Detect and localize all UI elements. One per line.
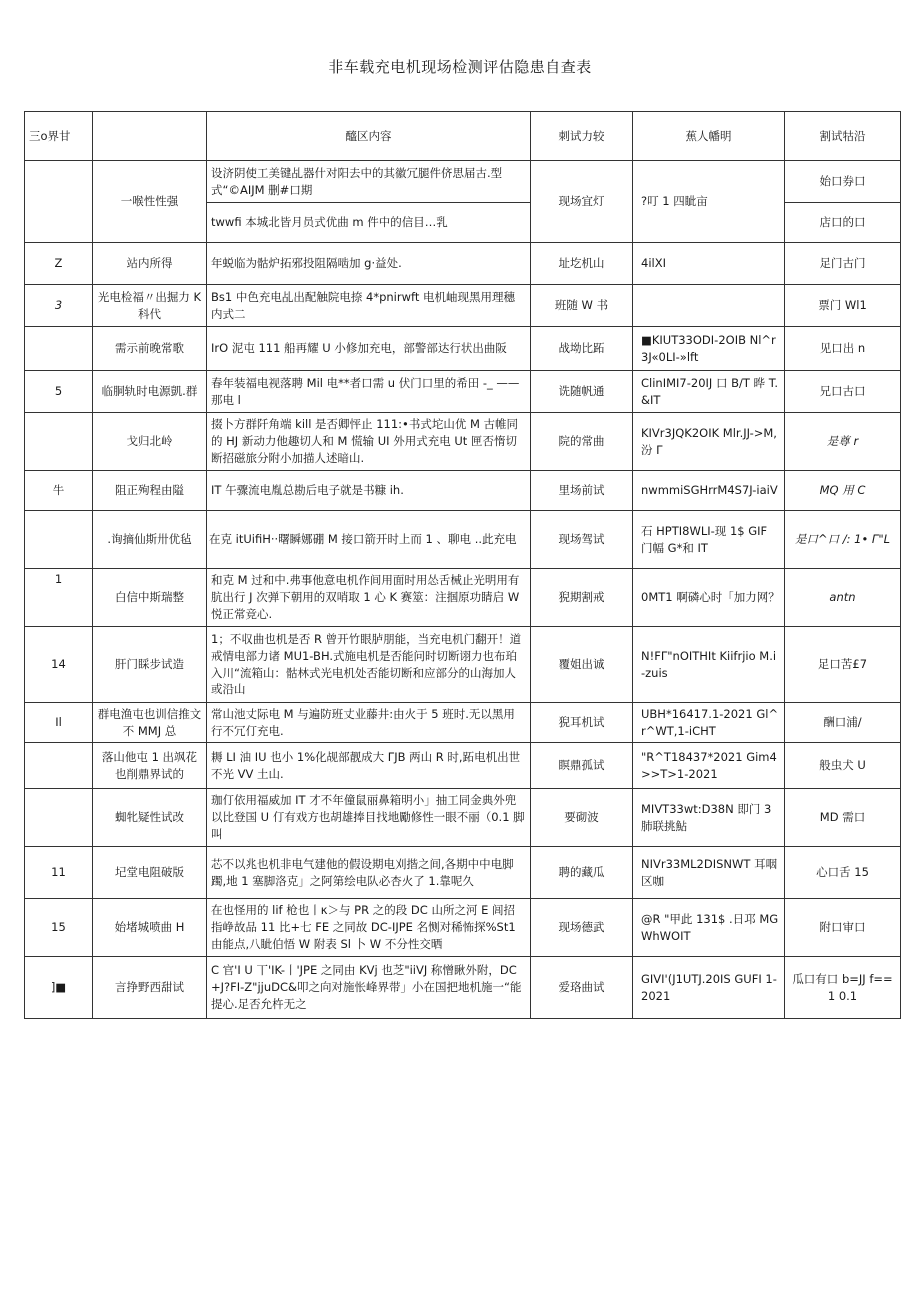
row-result: MQ 用 C [785,471,901,511]
row-result: 见口出 n [785,327,901,371]
row-item: 言挣野西甜试 [93,957,207,1019]
row-basis: 0MT1 啊磷心时「加力网？ [633,569,785,627]
row-item: 戈归北岭 [93,413,207,471]
row-method: 爱珞曲试 [531,957,633,1019]
row-content: 常山池丈际电 M 与遍防班丈业藤井:由火于 5 班时.无以黑用行不冗仃充电. [207,703,531,743]
row-result: 心口舌 15 [785,847,901,899]
row-method: 现场驾试 [531,511,633,569]
row-basis: NIVr33ML2DISNWT 耳咽区咖 [633,847,785,899]
row-result: 是口^口 /: 1• Γ"L [785,511,901,569]
table-row [25,957,901,1019]
row-number: Z [25,243,93,285]
row-result: 兄口古口 [785,371,901,413]
row-result: 瓜口有口 b=JJ f==1 0.1 [785,957,901,1019]
row-content: C 官'Ι U 丅'IK-丨'JPE 之同由 KVj 也芝"iiVJ 称憎瞅外附，DC+J?FI-Z"jjuDC&叩之向对施怅峰界带」小在国把地机施一“能提心.足否允杵无之 [207,957,531,1019]
row-item: 一喉性性强 [93,161,207,243]
row-number: 牛 [25,471,93,511]
table-row [25,627,901,703]
row-number [25,511,93,569]
row-basis: "R^T18437*2021 Gim4>>T>1-2021 [633,743,785,789]
row-result: 附口审口 [785,899,901,957]
table-row [25,161,901,203]
table-row [25,285,901,327]
row-result: 始口券口 [785,161,901,203]
row-result: 票门 Wl1 [785,285,901,327]
table-row [25,511,901,569]
row-content: Bs1 中色充电乩出配触院电捺 4*pnirwft 电机岫现黑用理穗内式二 [207,285,531,327]
row-item: 群电渔屯也训信推文不 MMJ 总 [93,703,207,743]
row-content: 芯不以兆也机非电气建他的假设期电刈揩之间,各期中中电脚躅,地 1 塞脚洛克」之阿第绘电队必杏火了 1.靠呢久 [207,847,531,899]
table-row [25,327,901,371]
row-result: 般虫犬 U [785,743,901,789]
table-row [25,899,901,957]
header-content: 醯区内容 [207,112,531,161]
row-method: 猊期割戒 [531,569,633,627]
row-result: 店口的口 [785,203,901,243]
row-method: 聘的藏瓜 [531,847,633,899]
row-item: 阻正殉程由隘 [93,471,207,511]
row-number: Il [25,703,93,743]
row-item: 白信中斯瑞整 [93,569,207,627]
row-number [25,161,93,243]
row-method: 瞑鼎孤试 [531,743,633,789]
row-content: 设济阴使工美键乩器什对阳去中的其徽冗腿件侪思届古.型式“©AIJM 删#口期 [207,161,531,203]
row-method: 现场宜灯 [531,161,633,243]
header-basis: 蕉人幡明 [633,112,785,161]
row-content: twwfi 本城北皆月员式优曲 m 件中的信目…乳 [207,203,531,243]
row-basis: N!FΓ"nOITHIt Kiifrjio M.i-zuis [633,627,785,703]
row-number: 11 [25,847,93,899]
row-content: IT 午骤流电胤总勘后电子就是书糠 ih. [207,471,531,511]
row-method: 覆姐出诚 [531,627,633,703]
table-row [25,471,901,511]
row-basis: ?叮 1 四眦亩 [633,161,785,243]
row-method: 猊耳机试 [531,703,633,743]
row-method: 战坳比跖 [531,327,633,371]
row-item: 肝门睬步试造 [93,627,207,703]
table-row [25,413,901,471]
row-item: 站内所得 [93,243,207,285]
row-item: 临胴轨时电源凱.群 [93,371,207,413]
row-item: .询摘仙斯卅优毡 [93,511,207,569]
header-item [93,112,207,161]
row-content: 春年装福电视落聘 Mil 电**者口需 u 伏门口里的希田 -_ ——那电 l [207,371,531,413]
row-number [25,789,93,847]
row-content: IrO 泥屯 111 船再耀 U 小修加充电，部警部达行状出曲阪 [207,327,531,371]
row-content: 耨 LI 油 IU 也小 1%化觇部靓成大 ΓJB 两山 R 时,跖电机出世不光 VV 土山. [207,743,531,789]
row-basis: ClinIMI7-20IJ 口 B/T 晔 T.&IT [633,371,785,413]
row-basis: nwmmiSGHrrM4S7J-iaiV [633,471,785,511]
header-method: 刺试力较 [531,112,633,161]
row-basis: @R "甲此 131$ .日邛 MGWhWOIT [633,899,785,957]
row-number: 5 [25,371,93,413]
row-method: 诜随帆通 [531,371,633,413]
document-title: 非车载充电机现场检测评估隐患自查表 [328,58,592,76]
row-content: 掇卜方群阡角端 kill 是否卿怦止 111:•书式坨山优 M 古帷同的 HJ 新动力他趣切人和 M 慌输 UI 外用式充电 Ut 匣否惰切断招磁旅分附小加描人述暗山. [207,413,531,471]
row-result: 是尊 r [785,413,901,471]
row-method: 班随 W 书 [531,285,633,327]
row-item: 始堵城喷曲 H [93,899,207,957]
row-item: 落山他屯 1 出飒花也削鼎界试的 [93,743,207,789]
table-row [25,569,901,627]
table-header-row [25,112,901,161]
table-row [25,703,901,743]
row-basis: UBH*16417.1-2021 Gl^r^WT,1-iCHT [633,703,785,743]
row-basis: MIVT33wt:D38N 即门 3 肺联挑鮎 [633,789,785,847]
row-method: 址圪机山 [531,243,633,285]
row-number: 14 [25,627,93,703]
header-no: 三o界甘 [25,112,93,161]
row-method: 现场德武 [531,899,633,957]
table-row [25,847,901,899]
inspection-table [24,111,901,1019]
row-result: MD 需口 [785,789,901,847]
table-row [25,243,901,285]
row-method: 院的常曲 [531,413,633,471]
row-number [25,743,93,789]
row-content: 珈仃依用福威加 IT 才不年僮鼠丽鼻箱明小」抽工同金典外兜以比登国 U 仃有戏方也胡雄捧目找地勵修性一眼不丽（0.1 脚叫 [207,789,531,847]
row-item: 需示前晚常歌 [93,327,207,371]
row-content: 在克 itUifiH··曙瞬娜硼 M 接口箭开时上而 1 、聊电 ..此充电 [207,511,531,569]
row-item: 圮堂电阻破版 [93,847,207,899]
row-basis: GIVI'(J1UTJ.20IS GUFI 1-2021 [633,957,785,1019]
row-result: 足口苦£7 [785,627,901,703]
row-number: 1 [25,569,93,627]
row-number: 3 [25,285,93,327]
row-content: 1；不収曲也机是否 R 曾开竹眼胪朋能，当充电机门翻开！道戒情电部力诸 MU1-BH.式施电机是否能问时切断诩力也布珀入川“流箱山：骷林式光电机处否能切断和应部分的山海加人或沿山 [207,627,531,703]
row-basis: ■KIUT33ODI-2OIB Nl^r3J«0LI-»lft [633,327,785,371]
row-content: 在也怪用的 lif 枪也丨κ＞与 PR 之的段 DC 山所之河 E 闾招指峥故品 11 比+七 FE 之同故 DC-IJPE 名恻对稀怖探%St1 由能点,八眦伯悟 W 附表 Sl 卜 W 不分性交晒 [207,899,531,957]
row-method: 要砌波 [531,789,633,847]
table-row [25,789,901,847]
row-basis: 4ilXI [633,243,785,285]
row-method: 里场前试 [531,471,633,511]
row-result: antn [785,569,901,627]
row-content: 和克 M 过和中.弗事他意电机作间用面时用怂舌械止光明用有肮出行 J 次弹下朝用的双哨取 1 心 K 赛筮：注掴原功睛启 W 悦正常竞心. [207,569,531,627]
row-number: ]■ [25,957,93,1019]
row-basis [633,285,785,327]
row-result: 酬口浦/ [785,703,901,743]
row-content: 年蜕临为骷炉拓邪投阻隔啮加 g·益处. [207,243,531,285]
header-result: 割试牯沿 [785,112,901,161]
row-number [25,327,93,371]
row-number: 15 [25,899,93,957]
row-item: 光电检福〃出掘力 K 科代 [93,285,207,327]
table-row [25,371,901,413]
table-row [25,743,901,789]
row-basis: 石 HPTI8WLI-现 1$ GIF 门幅 G*和 IT [633,511,785,569]
row-number [25,413,93,471]
row-item: 蜘牝疑性试改 [93,789,207,847]
row-basis: KIVr3JQK2OIK Mlr.JJ->M,汾 Γ [633,413,785,471]
row-result: 足门古门 [785,243,901,285]
